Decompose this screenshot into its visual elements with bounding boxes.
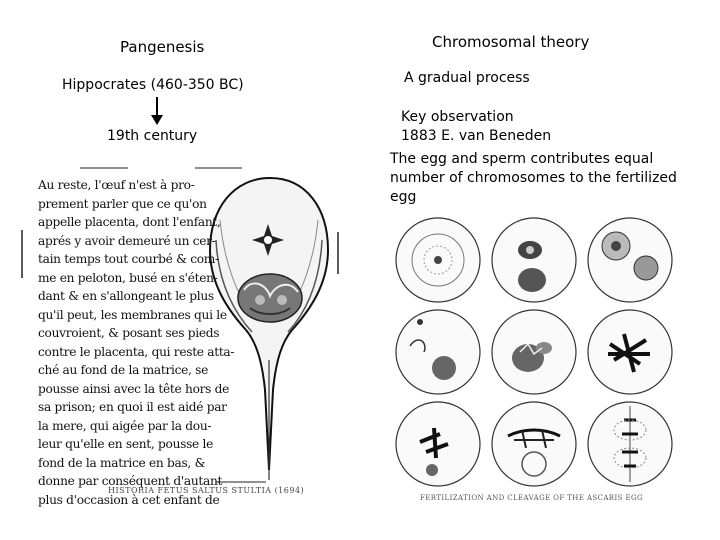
- egg-cell: [396, 218, 480, 302]
- egg-cell: [492, 310, 576, 394]
- key-observation-label: Key observation: [401, 109, 514, 125]
- down-arrow-icon: [150, 97, 164, 125]
- micrograph-caption: FERTILIZATION AND CLEAVAGE OF THE ASCARIS EGG: [420, 494, 643, 502]
- excerpt-line: la mere, qui aigée par la dou-: [38, 418, 212, 433]
- egg-cell: [588, 310, 672, 394]
- egg-cell: [492, 402, 576, 486]
- excerpt-line: qu'il peut, les membranes qui le: [38, 307, 227, 322]
- excerpt-line: fond de la matrice en bas, &: [38, 455, 206, 470]
- egg-cell: [396, 402, 480, 486]
- engraving-caption: HISTORIA FETUS SALTUS STULTIA (1694): [108, 486, 305, 495]
- hippocrates-label: Hippocrates (460-350 BC): [62, 77, 244, 93]
- excerpt-line: aprés y avoir demeuré un cer-: [38, 233, 216, 248]
- excerpt-line: contre le placenta, qui reste atta-: [38, 344, 235, 359]
- excerpt-line: Au reste, l'œuf n'est à pro-: [38, 178, 195, 192]
- excerpt-line: appelle placenta, dont l'enfant,: [38, 215, 221, 229]
- excerpt-line: leur qu'elle en sent, pousse le: [38, 437, 214, 451]
- equal-chromosomes-statement: The egg and sperm contributes equal number of chromosomes to the fertilized egg: [390, 151, 677, 205]
- egg-cell: [588, 218, 672, 302]
- gradual-process-label: A gradual process: [404, 70, 530, 86]
- pangenesis-heading: Pangenesis: [120, 38, 205, 56]
- egg-cell: [396, 310, 480, 394]
- excerpt-line: plus d'occasion à cet enfant de: [38, 492, 220, 507]
- century-label: 19th century: [107, 128, 198, 144]
- chromosomal-theory-heading: Chromosomal theory: [432, 33, 590, 51]
- excerpt-line: sa prison; en quoi il est aidé par: [38, 400, 227, 414]
- excerpt-line: dant & en s'allongeant le plus: [38, 289, 214, 303]
- excerpt-line: tain temps tout courbé & com-: [38, 252, 219, 266]
- excerpt-line: donne par conséquent d'autant: [38, 474, 223, 488]
- egg-cell: [588, 402, 672, 486]
- excerpt-line: pousse ainsi avec la tête hors de: [38, 381, 230, 396]
- excerpt-line: ché au fond de la matrice, se: [38, 363, 209, 377]
- egg-cell: [492, 218, 576, 302]
- excerpt-line: prement parler que ce qu'on: [38, 196, 207, 211]
- ascaris-egg-micrograph-plate: [390, 214, 678, 492]
- french-text-excerpt: [38, 176, 235, 509]
- excerpt-line: me en peloton, busé en s'éten-: [38, 270, 218, 285]
- excerpt-line: couvroient, & posant ses pieds: [38, 326, 220, 340]
- van-beneden-label: 1883 E. van Beneden: [401, 128, 552, 144]
